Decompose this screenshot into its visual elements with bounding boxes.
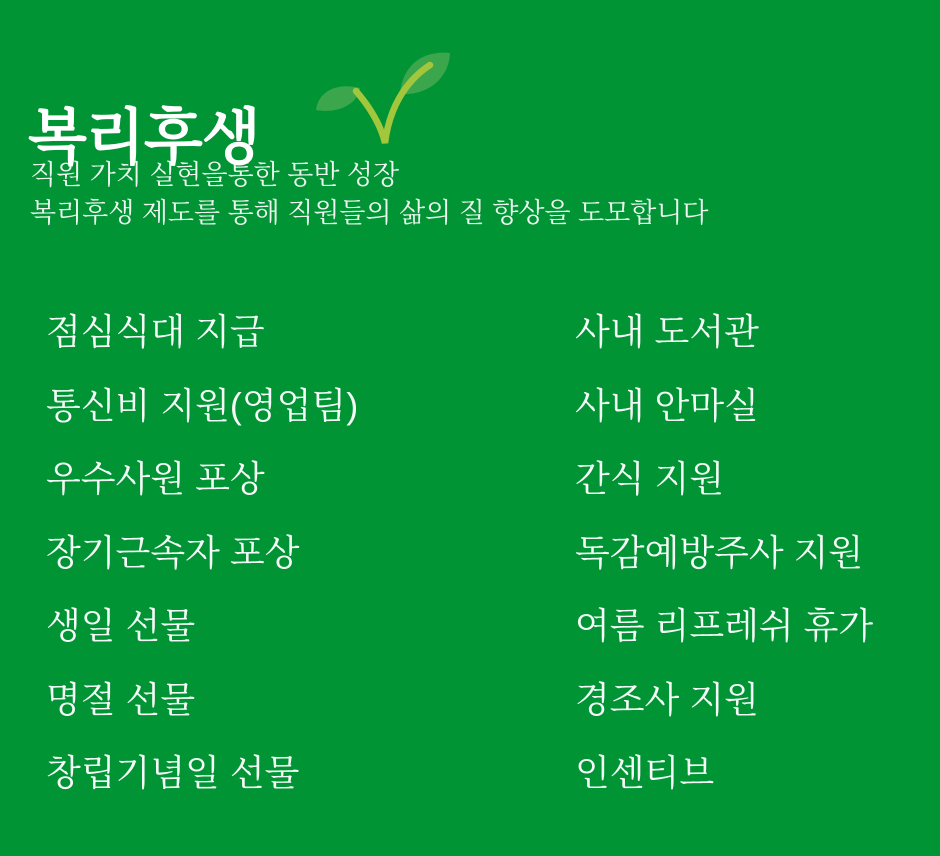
page-title: 복리후생: [28, 102, 260, 171]
benefit-item-flu-shot-support: 독감예방주사 지원: [575, 531, 864, 573]
subtitle-line-1: 직원 가치 실현을통한 동반 성장: [30, 160, 400, 190]
sprout-icon: [308, 44, 458, 156]
benefit-item-long-service-award: 장기근속자 포상: [46, 531, 300, 573]
benefit-item-company-library: 사내 도서관: [575, 311, 759, 353]
benefit-item-incentive: 인센티브: [575, 752, 715, 794]
benefit-item-phone-bill-support: 통신비 지원(영업팀): [46, 384, 359, 426]
benefit-item-family-event-support: 경조사 지원: [575, 678, 759, 720]
subtitle-line-2: 복리후생 제도를 통해 직원들의 삶의 질 향상을 도모합니다: [30, 198, 709, 228]
page-subtitle: [30, 156, 708, 232]
benefit-item-birthday-gift: 생일 선물: [46, 605, 196, 647]
benefit-item-lunch-allowance: 점심식대 지급: [46, 311, 265, 353]
benefit-item-employee-award: 우수사원 포상: [46, 458, 265, 500]
benefit-item-snack-support: 간식 지원: [575, 458, 725, 500]
benefits-list: [46, 293, 926, 808]
benefit-item-summer-refresh-leave: 여름 리프레쉬 휴가: [575, 605, 874, 647]
sprout-stem: [356, 65, 430, 143]
benefit-item-anniversary-gift: 창립기념일 선물: [46, 752, 300, 794]
benefit-item-massage-room: 사내 안마실: [575, 384, 759, 426]
benefit-item-holiday-gift: 명절 선물: [46, 678, 196, 720]
